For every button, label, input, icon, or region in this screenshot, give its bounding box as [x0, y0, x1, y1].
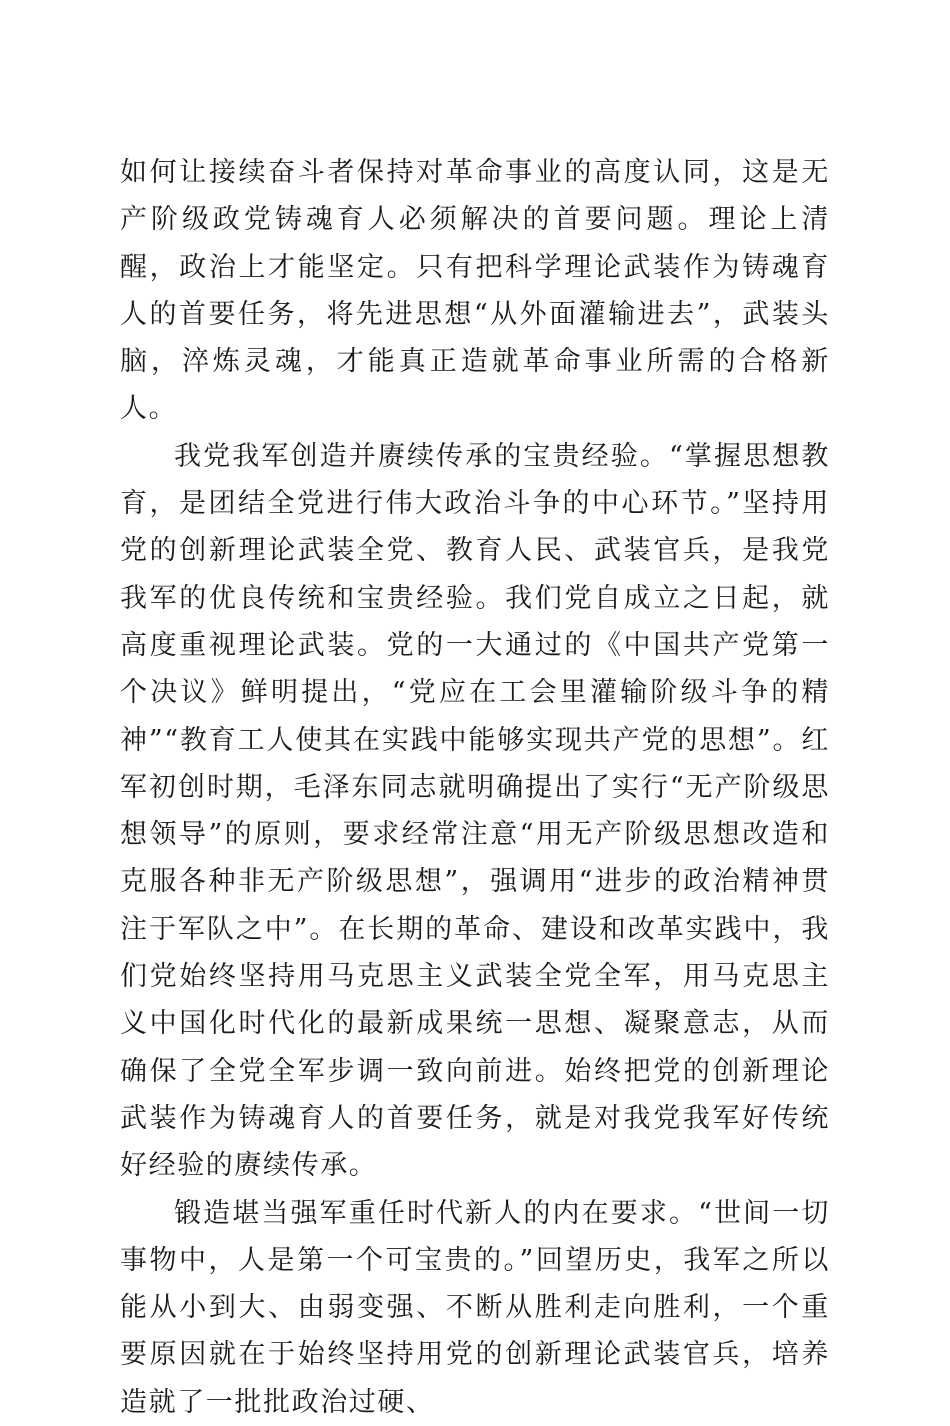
paragraph-forging-new-people: 锻造堪当强军重任时代新人的内在要求。“世间一切事物中，人是第一个可宝贵的。”回望历史，我军之所以能从小到大、由弱变强、不断从胜利走向胜利，一个重要原因就在于始终坚持用党的创新理论武装官兵，培养造就了一批批政治过硬、 — [120, 1197, 830, 1418]
paragraph-continuation: 如何让接续奋斗者保持对革命事业的高度认同，这是无产阶级政党铸魂育人必须解决的首要问题。理论上清醒，政治上才能坚定。只有把科学理论武装作为铸魂育人的首要任务，将先进思想“从外面灌输进去”，武装头脑，淬炼灵魂，才能真正造就革命事业所需的合格新人。 — [120, 157, 830, 425]
document-body — [120, 149, 830, 1426]
paragraph-party-army-experience: 我党我军创造并赓续传承的宝贵经验。“掌握思想教育，是团结全党进行伟大政治斗争的中心环节。”坚持用党的创新理论武装全党、教育人民、武装官兵，是我党我军的优良传统和宝贵经验。我们党自成立之日起，就高度重视理论武装。党的一大通过的《中国共产党第一个决议》鲜明提出，“党应在工会里灌输阶级斗争的精神”“教育工人使其在实践中能够实现共产党的思想”。红军初创时期，毛泽东同志就明确提出了实行“无产阶级思想领导”的原则，要求经常注意“用无产阶级思想改造和克服各种非无产阶级思想”，强调用“进步的政治精神贯注于军队之中”。在长期的革命、建设和改革实践中，我们党始终坚持用马克思主义武装全党全军，用马克思主义中国化时代化的最新成果统一思想、凝聚意志，从而确保了全党全军步调一致向前进。始终把党的创新理论武装作为铸魂育人的首要任务，就是对我党我军好传统好经验的赓续传承。 — [120, 440, 830, 1182]
